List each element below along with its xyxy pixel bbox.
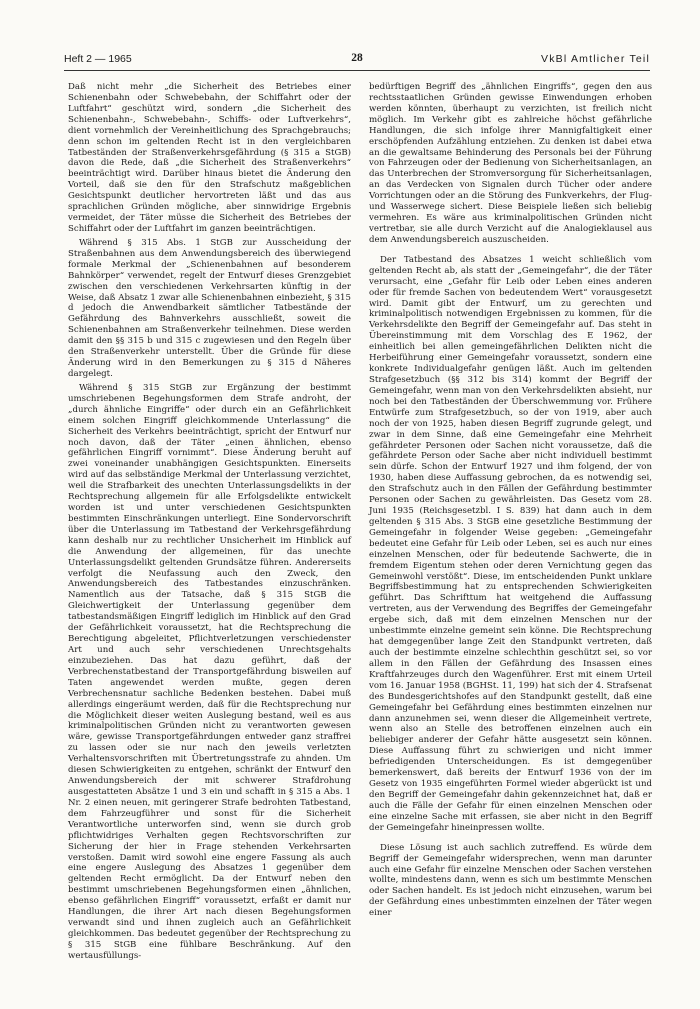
left-column: [68, 82, 351, 965]
issue-label: Heft 2 — 1965: [64, 53, 132, 65]
page-number: 28: [351, 52, 363, 64]
paragraph: Daß nicht mehr „die Sicherheit des Betriebes einer Schienenbahn oder Schwebebahn, der Schiffahrt oder der Luftfahrt“ geschützt wird, sondern „die Sicherheit des Schienenbahn-, Schwebebahn-, Schiffs- oder Luftverkehrs“, dient vornehmlich der Vereinheitlichung des Sprachgebrauchs; denn schon im geltenden Recht ist in den vergleichbaren Tatbeständen der Straßenverkehrsgefährdung (§ 315 a StGB) davon die Rede, daß „die Sicherheit des Straßenverkehrs“ beeinträchtigt wird. Darüber hinaus bietet die Änderung den Vorteil, daß sie den für den Strafschutz maßgeblichen Gesichtspunkt deutlicher hervortreten läßt und das aus sprachlichen Gründen mögliche, aber sinnwidrige Ergebnis vermeidet, der Täter müsse die Sicherheit des Betriebes der Schiffahrt oder der Luftfahrt im ganzen beeinträchtigen.: [68, 82, 351, 234]
right-column: [369, 82, 652, 922]
paragraph: Während § 315 StGB zur Ergänzung der bestimmt umschriebenen Begehungsformen dem Strafe androht, der „durch ähnliche Eingriffe“ oder durch ein an Gefährlichkeit einem solchen Eingriff gleichkommende Unterlassung“ die Sicherheit des Verkehrs beeinträchtigt, spricht der Entwurf nur noch davon, daß der Täter „einen ähnlichen, ebenso gefährlichen Eingriff vornimmt“. Diese Änderung beruht auf zwei voneinander unabhängigen Gesichtspunkten. Einerseits wird auf das selbständige Merkmal der Unterlassung verzichtet, weil die Strafbarkeit des unechten Unterlassungsdelikts in der Rechtsprechung allgemein für alle Erfolgsdelikte entwickelt worden ist und unter verschiedenen Gesichtspunkten bestimmten Einschränkungen unterliegt. Eine Sondervorschrift über die Unterlassung im Tatbestand der Verkehrsgefährdung kann deshalb nur zu rechtlicher Unsicherheit im Hinblick auf die Anwendung der allgemeinen, für das unechte Unterlassungsdelikt geltenden Grundsätze führen. Andererseits verfolgt die Neufassung auch den Zweck, den Anwendungsbereich des Tatbestandes einzuschränken. Namentlich aus der Tatsache, daß § 315 StGB die Gleichwertigkeit der Unterlassung gegenüber dem tatbestandsmäßigen Eingriff lediglich im Hinblick auf den Grad der Gefährlichkeit voraussetzt, hat die Rechtsprechung die Berechtigung abgeleitet, Pflichtverletzungen verschiedenster Art und auch sehr verschiedenen Unrechtsgehalts einzubeziehen. Das hat dazu geführt, daß der Verbrechenstatbestand der Transportgefährdung bisweilen auf Taten angewendet werden mußte, gegen deren Verbrechensnatur sachliche Bedenken bestehen. Dabei muß allerdings eingeräumt werden, daß für die Rechtsprechung nur die Möglichkeit dieser weiten Auslegung bestand, weil es aus kriminalpolitischen Gründen nicht zu verantworten gewesen wäre, gewisse Transportgefährdungen entweder ganz straffrei zu lassen oder sie nur nach den jeweils verletzten Verhaltensvorschriften mit Übertretungsstrafe zu ahnden. Um diesen Schwierigkeiten zu entgehen, schränkt der Entwurf den Anwendungsbereich der mit schwerer Strafdrohung ausgestatteten Absätze 1 und 3 ein und schafft in § 315 a Abs. 1 Nr. 2 einen neuen, mit geringerer Strafe bedrohten Tatbestand, dem Fahrzeugführer und sonst für die Sicherheit Verantwortliche unterworfen sind, wenn sie durch grob pflichtwidriges Verhalten gegen Rechtsvorschriften zur Sicherung der hier in Frage stehenden Verkehrsarten verstoßen. Damit wird sowohl eine engere Fassung als auch eine engere Auslegung des Absatzes 1 gegenüber dem geltenden Recht ermöglicht. Da der Entwurf neben den bestimmt umschriebenen Begehungsformen einen „ähnlichen, ebenso gefährlichen Eingriff“ voraussetzt, erfaßt er damit nur Handlungen, die ihrer Art nach diesen Begehungsformen verwandt sind und ihnen zugleich auch an Gefährlichkeit gleichkommen. Das bedeutet gegenüber der Rechtsprechung zu § 315 StGB eine fühlbare Beschränkung. Auf den wertausfüllungs-: [68, 382, 351, 961]
journal-title: VkBl Amtlicher Teil: [541, 53, 650, 65]
header-rule: [64, 70, 650, 71]
page-header: [64, 53, 650, 67]
paragraph: Diese Lösung ist auch sachlich zutreffend. Es würde dem Begriff der Gemeingefahr widersprechen, wenn man darunter auch eine Gefahr für einzelne Menschen oder Sachen verstehen wollte, mindestens dann, wenn es sich um bestimmte Menschen oder Sachen handelt. Es ist jedoch nicht einzusehen, warum bei der Gefährdung eines unbestimmten einzelnen der Täter wegen einer: [369, 842, 652, 919]
paragraph: bedürftigen Begriff des „ähnlichen Eingriffs“, gegen den aus rechtsstaatlichen Gründen gewisse Einwendungen erhoben werden könnten, überhaupt zu verzichten, ist freilich nicht möglich. Im Verkehr gibt es zahlreiche höchst gefährliche Handlungen, die sich infolge ihrer Mannigfaltigkeit einer erschöpfenden Aufzählung entziehen. Zu denken ist dabei etwa an die gewaltsame Behinderung des Personals bei der Führung von Fahrzeugen oder der Bedienung von Sicherheitsanlagen, an das Unterbrechen der Stromversorgung für Sicherheitsanlagen, an das Verdecken von Signalen durch Tücher oder andere Vorrichtungen oder an die Störung des Funkverkehrs, der Flug- und Wasserwege sichert. Diese Beispiele ließen sich beliebig vermehren. Es wäre aus kriminalpolitischen Gründen nicht vertretbar, sie alle durch Verzicht auf die Analogieklausel aus dem Anwendungsbereich auszuscheiden.: [369, 82, 652, 245]
paragraph: Während § 315 Abs. 1 StGB zur Ausscheidung der Straßenbahnen aus dem Anwendungsbereich des überwiegend formale Merkmal der „Schienenbahnen auf besonderem Bahnkörper“ verwendet, regelt der Entwurf dieses Grenzgebiet zwischen den verschiedenen Verkehrsarten künftig in der Weise, daß Absatz 1 zwar alle Schienenbahnen einbezieht, § 315 d jedoch die Anwendbarkeit sämtlicher Tatbestände der Gefährdung des Bahnverkehrs ausschließt, soweit die Schienenbahnen am Straßenverkehr teilnehmen. Diese werden damit den §§ 315 b und 315 c zugewiesen und den Regeln über den Straßenverkehr unterstellt. Über die Gründe für diese Änderung wird in den Bemerkungen zu § 315 d Näheres dargelegt.: [68, 237, 351, 379]
paragraph: Der Tatbestand des Absatzes 1 weicht schließlich vom geltenden Recht ab, als statt der „Gemeingefahr“, die der Täter verursacht, eine „Gefahr für Leib oder Leben eines anderen oder für fremde Sachen von bedeutendem Wert“ vorausgesetzt wird. Damit gibt der Entwurf, um zu gerechten und kriminalpolitisch notwendigen Ergebnissen zu kommen, für die Verkehrsdelikte den Begriff der Gemeingefahr auf. Das steht in Übereinstimmung mit dem Vorschlag des E 1962, der einheitlich bei allen gemeingefährlichen Delikten nicht die Herbeiführung einer Gemeingefahr voraussetzt, sondern eine konkrete Individualgefahr genügen läßt. Auch im geltenden Strafgesetzbuch (§§ 312 bis 314) kommt der Begriff der Gemeingefahr, wenn man von den Verkehrsdelikten absieht, nur noch bei den Tatbeständen der Überschwemmung vor. Frühere Entwürfe zum Strafgesetzbuch, so der von 1919, aber auch noch der von 1925, haben diesen Begriff zugrunde gelegt, und zwar in dem Sinne, daß eine Gemeingefahr eine Mehrheit gefährdeter Personen oder Sachen nicht voraussetze, daß die gefährdete Person oder Sache aber nicht individuell bestimmt sein dürfe. Schon der Entwurf 1927 und ihm folgend, der von 1930, haben diese Auffassung gebrochen, da es notwendig sei, den Strafschutz auch in den Fällen der Gefährdung bestimmter Personen oder Sachen zu gewährleisten. Das Gesetz vom 28. Juni 1935 (Reichsgesetzbl. I S. 839) hat dann auch in dem geltenden § 315 Abs. 3 StGB eine gesetzliche Bestimmung der Gemeingefahr in folgender Weise gegeben: „Gemeingefahr bedeutet eine Gefahr für Leib oder Leben, sei es auch nur eines einzelnen Menschen, oder für bedeutende Sachwerte, die in fremdem Eigentum stehen oder deren Vernichtung gegen das Gemeinwohl verstößt“. Diese, im entscheidenden Punkt unklare Begriffsbestimmung hat zu entsprechenden Schwierigkeiten geführt. Das Schrifttum hat weitgehend die Auffassung vertreten, aus der Verwendung des Begriffes der Gemeingefahr ergebe sich, daß mit dem einzelnen Menschen nur der unbestimmte einzelne gemeint sein könne. Die Rechtsprechung hat demgegenüber lange Zeit den Standpunkt vertreten, daß auch der bestimmte einzelne schlechthin geschützt sei, so vor allem in den Fällen der Gefährdung des Insassen eines Kraftfahrzeuges durch den Wagenführer. Erst mit einem Urteil vom 16. Januar 1958 (BGHSt. 11, 199) hat sich der 4. Strafsenat des Bundesgerichtshofes auf den Standpunkt gestellt, daß eine Gemeingefahr bei Gefährdung eines bestimmten einzelnen nur dann anzunehmen sei, wenn dieser die Allgemeinheit vertrete, wenn also an Stelle des betroffenen einzelnen auch ein beliebiger anderer der Gefahr hätte ausgesetzt sein können. Diese Auffassung führt zu schwierigen und nicht immer befriedigenden Unterscheidungen. Es ist demgegenüber bemerkenswert, daß bereits der Entwurf 1936 von der im Gesetz von 1935 eingeführten Formel wieder abgerückt ist und den Begriff der Gemeingefahr dahin gekennzeichnet hat, daß er auch die Fälle der Gefahr für einen einzelnen Menschen oder eine einzelne Sache mit erfassen, sie aber nicht in den Begriff der Gemeingefahr hineinpressen wollte.: [369, 254, 652, 833]
